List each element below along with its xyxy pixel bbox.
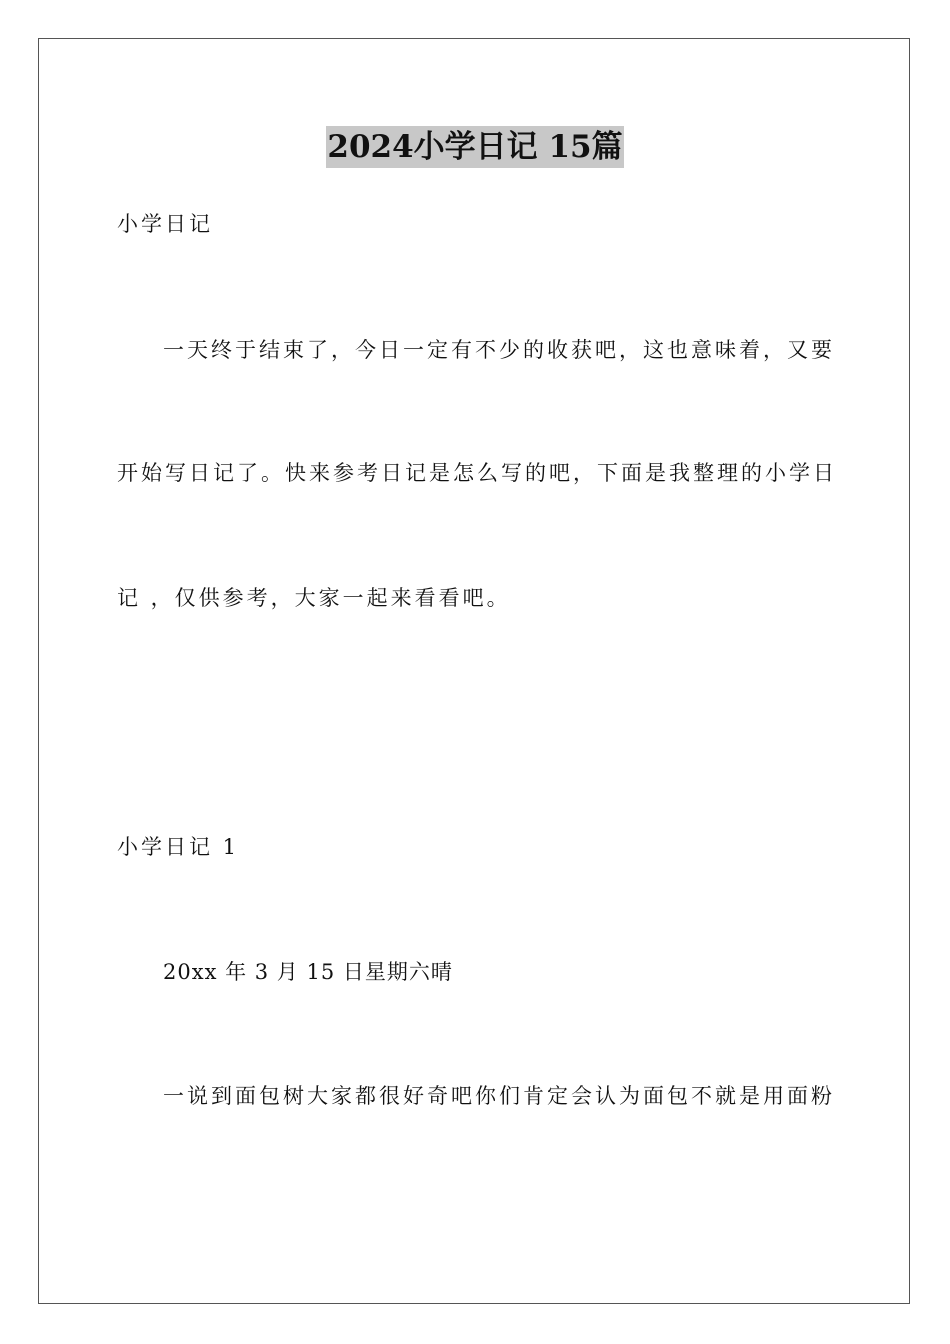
title-container: [0, 126, 950, 168]
document-title: 2024小学日记 15篇: [326, 126, 623, 168]
diary-date-line: 20xx 年 3 月 15 日星期六晴: [163, 960, 453, 984]
intro-line-3: 记 ，仅供参考，大家一起来看看吧。: [117, 586, 511, 610]
body-line-1: 一说到面包树大家都很好奇吧你们肯定会认为面包不就是用面粉: [163, 1084, 835, 1108]
intro-line-2: 开始写日记了。快来参考日记是怎么写的吧，下面是我整理的小学日: [117, 461, 837, 485]
subtitle: 小学日记: [117, 212, 213, 236]
section-heading: 小学日记 1: [117, 835, 240, 859]
intro-line-1: 一天终于结束了，今日一定有不少的收获吧，这也意味着，又要: [163, 338, 835, 362]
